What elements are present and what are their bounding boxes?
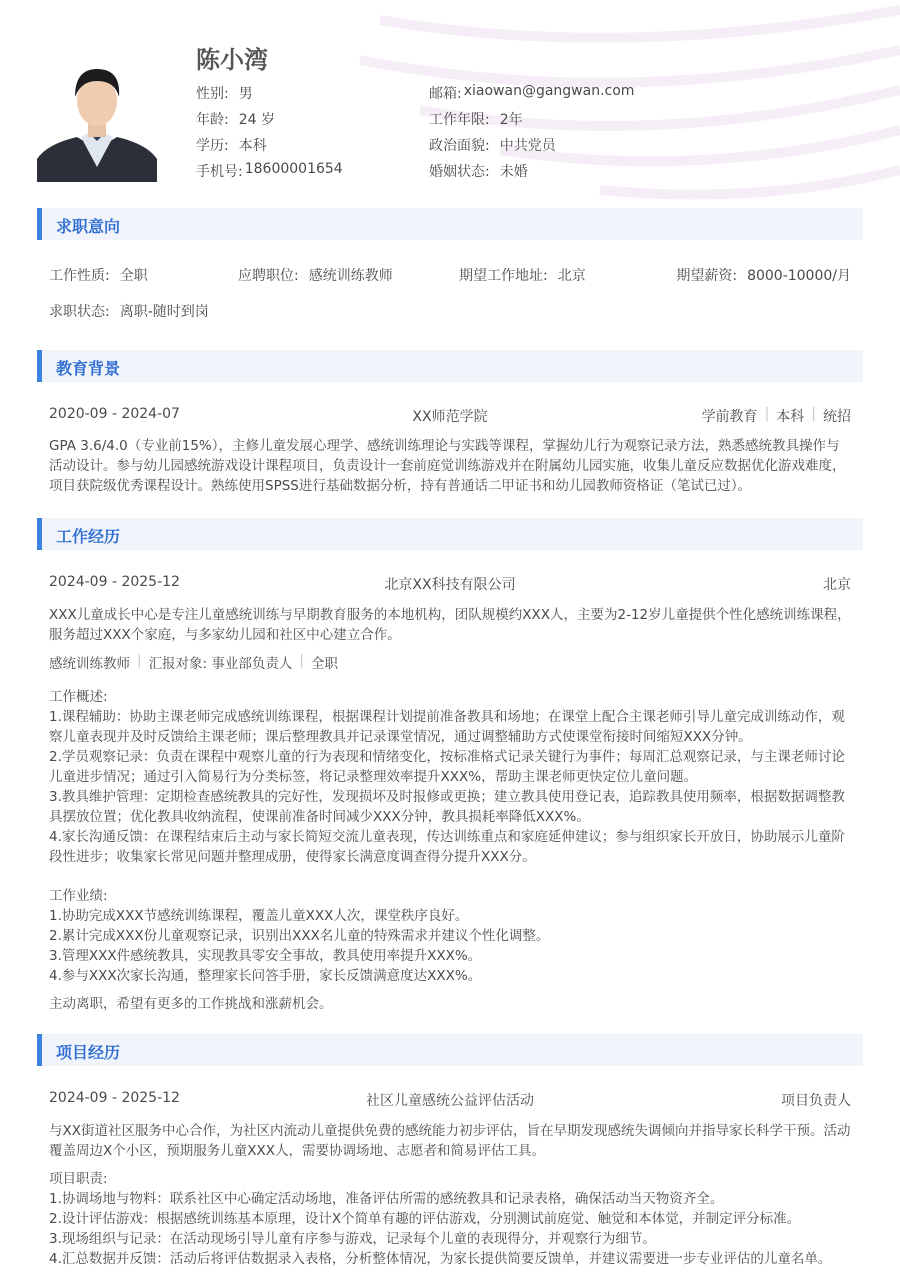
list-item: 1.课程辅助：协助主课老师完成感统训练课程，根据课程计划提前准备教具和场地；在课堂上配合主课老师引导儿童完成训练动作，观察儿童表现并及时反馈给主课老师；课后整理教具并记录课堂情况，通过调整辅助方式使课堂衔接时间缩短XXX分钟。 — [49, 709, 845, 745]
intent-position-label: 应聘职位: — [238, 268, 299, 284]
intent-city — [459, 265, 586, 285]
list-item: 4.参与XXX次家长沟通，整理家长问答手册，家长反馈满意度达XXX%。 — [49, 968, 482, 984]
intent-salary-label: 期望薪资: — [676, 268, 738, 284]
project-row — [49, 1090, 851, 1110]
intent-row — [49, 265, 851, 285]
work-position: 感统训练教师 — [49, 656, 130, 672]
age-label: 年龄: — [196, 112, 229, 128]
intent-section-header — [37, 208, 863, 240]
intent-salary-value: 8000-10000/月 — [747, 268, 851, 284]
marital-label: 婚姻状态: — [429, 164, 490, 180]
work-overview — [49, 687, 851, 867]
years-label: 工作年限: — [429, 112, 490, 128]
education-enroll-type: 统招 — [823, 409, 851, 425]
section-title: 求职意向 — [56, 217, 121, 236]
list-item: 1.协调场地与物料：联系社区中心确定活动场地，准备评估所需的感统教具和记录表格，确保活动当天物资齐全。 — [49, 1191, 724, 1207]
work-overview-title: 工作概述: — [49, 689, 108, 705]
work-report-to: 汇报对象: 事业部负责人 — [148, 656, 293, 672]
email-label: 邮箱: — [429, 86, 462, 102]
age-value: 24 岁 — [238, 112, 275, 128]
project-intro: 与XX街道社区服务中心合作，为社区内流动儿童提供免费的感统能力初步评估，旨在早期发现感统失调倾向并指导家长科学干预。活动覆盖周边X个小区，预期服务儿童XXX人，需要协调场地、志愿者和简易评估工具。 — [49, 1123, 851, 1159]
education-tags: 学前教育 | 本科 | 统招 — [701, 406, 851, 425]
project-name: 社区儿童感统公益评估活动 — [366, 1093, 534, 1109]
education-value: 本科 — [238, 138, 267, 154]
intent-status — [49, 301, 209, 321]
intent-salary — [676, 265, 851, 285]
work-row — [49, 574, 851, 594]
education-date: 2020-09 - 2024-07 — [49, 406, 180, 422]
work-type: 全职 — [310, 656, 338, 672]
section-title: 项目经历 — [56, 1043, 121, 1062]
education-school: XX师范学院 — [412, 409, 488, 425]
project-section-header — [37, 1034, 863, 1066]
politics-label: 政治面貌: — [429, 138, 490, 154]
profile-photo — [37, 49, 157, 182]
work-achievements-title: 工作业绩: — [49, 888, 108, 904]
years-value: 2年 — [499, 112, 523, 128]
education-degree: 本科 — [776, 409, 805, 425]
work-section-header — [37, 518, 863, 550]
work-achievements — [49, 886, 851, 986]
work-city: 北京 — [823, 577, 851, 593]
phone-field — [196, 161, 429, 187]
intent-position — [238, 265, 393, 285]
work-leave-reason: 主动离职，希望有更多的工作挑战和涨薪机会。 — [49, 996, 333, 1012]
education-section-header — [37, 350, 863, 382]
education-row — [49, 406, 851, 426]
list-item: 3.教具维护管理：定期检查感统教具的完好性，发现损坏及时报修或更换；建立教具使用登记表，追踪教具使用频率，根据数据调整教具摆放位置；优化教具收纳流程，使课前准备时间减少XXX分钟，教具损耗率降低XXX%。 — [49, 789, 845, 825]
marital-value: 未婚 — [499, 164, 528, 180]
intent-row-2 — [49, 301, 851, 321]
intent-type-label: 工作性质: — [49, 268, 110, 284]
list-item: 4.汇总数据并反馈：活动后将评估数据录入表格，分析整体情况，为家长提供简要反馈单，并建议需要进一步专业评估的儿童名单。 — [49, 1251, 832, 1267]
work-tags: 感统训练教师 | 汇报对象: 事业部负责人 | 全职 — [49, 652, 338, 672]
list-item: 3.现场组织与记录：在活动现场引导儿童有序参与游戏，记录每个儿童的表现得分，并观察行为细节。 — [49, 1231, 656, 1247]
email-field — [429, 83, 634, 109]
work-company: 北京XX科技有限公司 — [384, 577, 516, 593]
intent-city-label: 期望工作地址: — [459, 268, 548, 284]
intent-status-value: 离职-随时到岗 — [119, 304, 209, 320]
list-item: 3.管理XXX件感统教具，实现教具零安全事故，教具使用率提升XXX%。 — [49, 948, 482, 964]
list-item: 2.设计评估游戏：根据感统训练基本原理，设计X个简单有趣的评估游戏，分别测试前庭觉、触觉和本体觉，并制定评分标准。 — [49, 1211, 801, 1227]
project-duties — [49, 1169, 851, 1269]
intent-type — [49, 265, 148, 285]
section-title: 教育背景 — [56, 359, 121, 378]
education-description: GPA 3.6/4.0（专业前15%），主修儿童发展心理学、感统训练理论与实践等课程，掌握幼儿行为观察记录方法，熟悉感统教具操作与活动设计。参与幼儿园感统游戏设计课程项目，负责设计一套前庭觉训练游戏并在附属幼儿园实施，收集儿童反应数据优化游戏难度，项目获院级优秀课程设计。熟练使用SPSS进行基础数据分析，持有普通话二甲证书和幼儿园教师资格证（笔试已过）。 — [49, 438, 846, 494]
project-duties-title: 项目职责: — [49, 1171, 108, 1187]
personal-info — [196, 83, 846, 187]
politics-value: 中共党员 — [499, 138, 556, 154]
project-role: 项目负责人 — [781, 1093, 851, 1109]
age-field — [196, 109, 429, 135]
education-label: 学历: — [196, 138, 229, 154]
politics-field — [429, 135, 556, 161]
intent-position-value: 感统训练教师 — [308, 268, 393, 284]
education-major: 学前教育 — [701, 409, 758, 425]
gender-label: 性别: — [196, 86, 229, 102]
gender-value: 男 — [238, 86, 253, 102]
candidate-name: 陈小湾 — [196, 46, 268, 74]
marital-field — [429, 161, 528, 187]
education-field — [196, 135, 429, 161]
list-item: 2.学员观察记录：负责在课程中观察儿童的行为表现和情绪变化，按标准格式记录关键行为事件；每周汇总观察记录，与主课老师讨论儿童进步情况；通过引入简易行为分类标签，将记录整理效率提升XXX%，帮助主课老师更快定位儿童问题。 — [49, 749, 845, 785]
years-field — [429, 109, 523, 135]
email-value[interactable]: xiaowan@gangwan.com — [463, 83, 635, 99]
intent-status-label: 求职状态: — [49, 304, 110, 320]
list-item: 1.协助完成XXX节感统训练课程，覆盖儿童XXX人次，课堂秩序良好。 — [49, 908, 469, 924]
section-title: 工作经历 — [56, 527, 121, 546]
list-item: 4.家长沟通反馈：在课程结束后主动与家长简短交流儿童表现，传达训练重点和家庭延伸建议；参与组织家长开放日，协助展示儿童阶段性进步；收集家长常见问题并整理成册，使得家长满意度调查得分提升XXX分。 — [49, 829, 845, 865]
phone-value[interactable]: 18600001654 — [244, 161, 343, 177]
gender-field — [196, 83, 429, 109]
work-date: 2024-09 - 2025-12 — [49, 574, 180, 590]
list-item: 2.累计完成XXX份儿童观察记录，识别出XXX名儿童的特殊需求并建议个性化调整。 — [49, 928, 550, 944]
project-date: 2024-09 - 2025-12 — [49, 1090, 180, 1106]
intent-type-value: 全职 — [119, 268, 148, 284]
work-company-intro: XXX儿童成长中心是专注儿童感统训练与早期教育服务的本地机构，团队规模约XXX人，主要为2-12岁儿童提供个性化感统训练课程，服务超过XXX个家庭，与多家幼儿园和社区中心建立合作。 — [49, 607, 851, 643]
phone-label: 手机号: — [196, 164, 243, 180]
intent-city-value: 北京 — [557, 268, 586, 284]
